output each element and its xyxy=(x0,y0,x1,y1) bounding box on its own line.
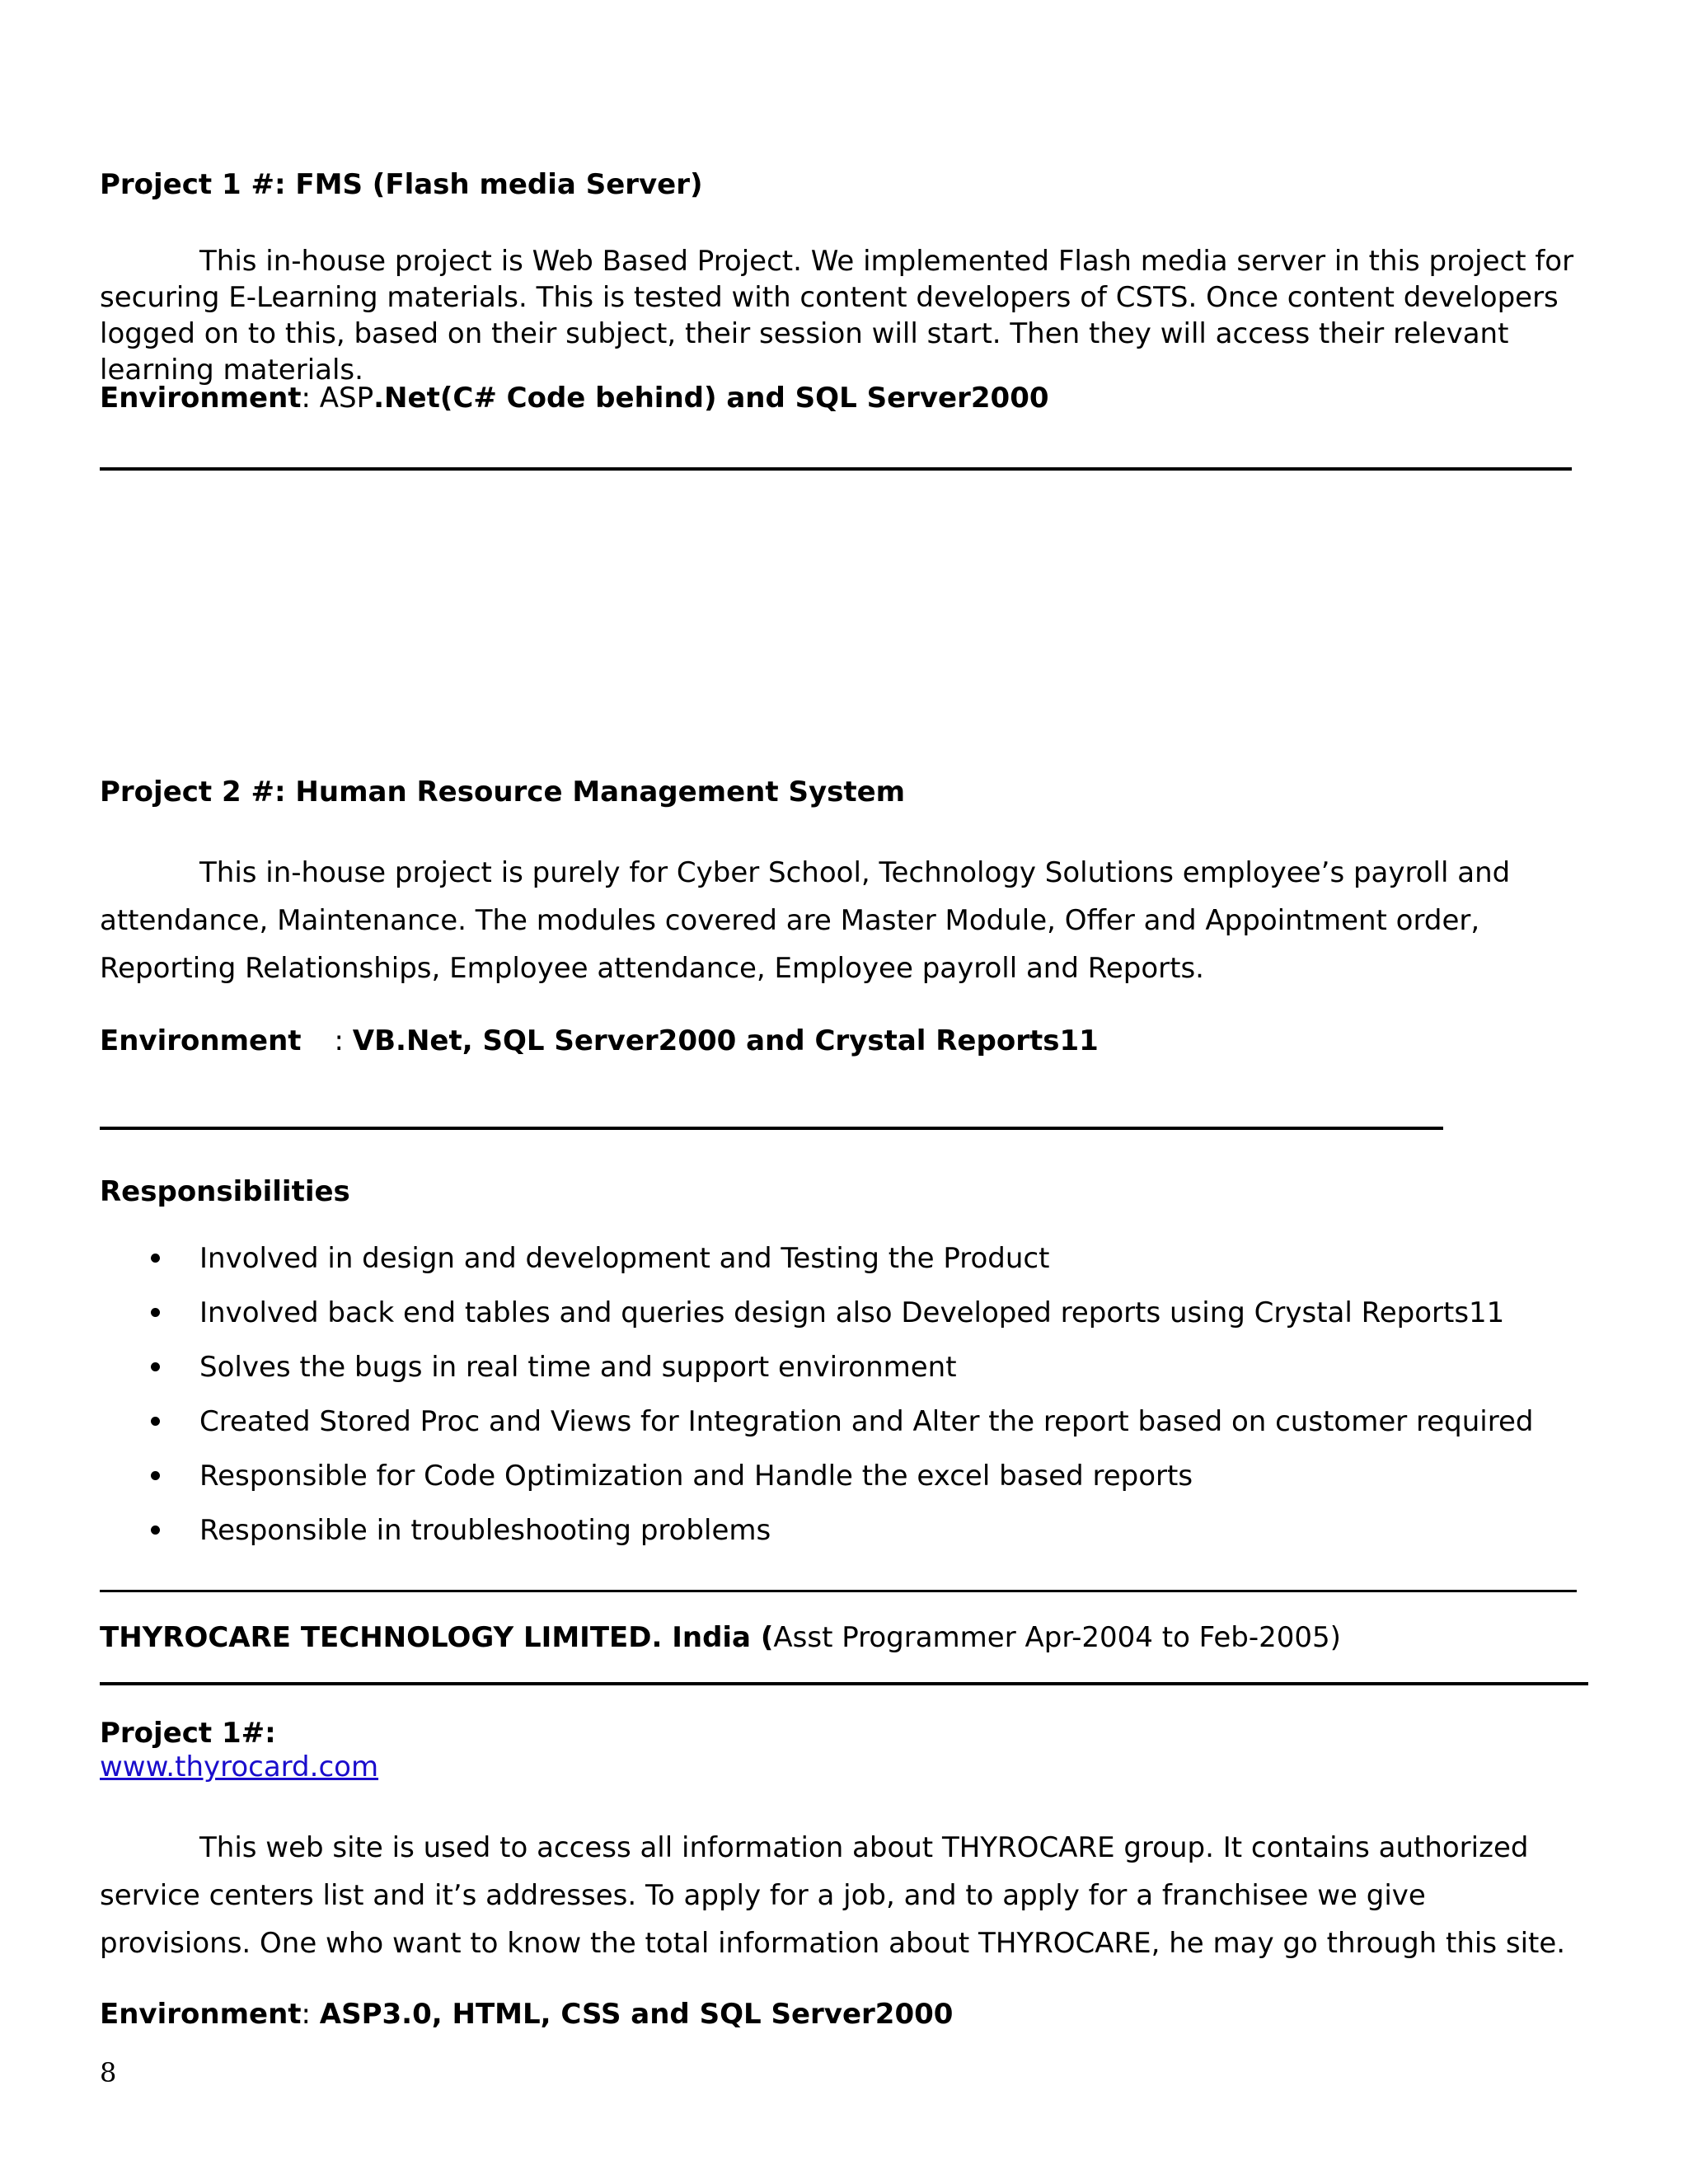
bullet-icon xyxy=(151,1362,160,1371)
list-item: Responsible in troubleshooting problems xyxy=(144,1503,1534,1558)
list-item: Created Stored Proc and Views for Integration and Alter the report based on customer required xyxy=(144,1394,1534,1449)
company-heading: THYROCARE TECHNOLOGY LIMITED. India (Asst Programmer Apr-2004 to Feb-2005) xyxy=(100,1621,1341,1654)
bullet-icon xyxy=(151,1254,160,1263)
list-item: Involved in design and development and Testing the Product xyxy=(144,1231,1534,1286)
website-link[interactable]: www.thyrocard.com xyxy=(100,1750,379,1783)
project-thyrocare-environment: Environment: ASP3.0, HTML, CSS and SQL Server2000 xyxy=(100,1998,954,2031)
bullet-icon xyxy=(151,1308,160,1317)
bullet-icon xyxy=(151,1471,160,1480)
page-number: 8 xyxy=(100,2057,117,2088)
bullet-icon xyxy=(151,1526,160,1535)
project-1-title: Project 1 #: FMS (Flash media Server) xyxy=(100,168,703,201)
responsibilities-list xyxy=(144,1231,1534,1558)
project-thyrocare-title: Project 1#: xyxy=(100,1717,276,1750)
project-thyrocare-description: This web site is used to access all information about THYROCARE group. It contains authorized service centers list and it’s addresses. To apply for a job, and to apply for a franchisee we give provisions. One who want to know the total information about THYROCARE, he may go through this site. xyxy=(100,1831,1566,1960)
divider xyxy=(100,467,1572,471)
project-1-description: This in-house project is Web Based Project. We implemented Flash media server in this project for securing E-Learning materials. This is tested with content developers of CSTS. Once content developers logged on to this, based on their subject, their session will start. Then they will access their relevant learning materials. xyxy=(100,245,1574,387)
project-2-title: Project 2 #: Human Resource Management System xyxy=(100,776,906,808)
project-2-description: This in-house project is purely for Cyber School, Technology Solutions employee’s payroll and attendance, Maintenance. The modules covered are Master Module, Offer and Appointment order, Reporting Relationships, Employee attendance, Employee payroll and Reports. xyxy=(100,856,1511,985)
list-item: Responsible for Code Optimization and Handle the excel based reports xyxy=(144,1449,1534,1503)
list-item: Involved back end tables and queries design also Developed reports using Crystal Reports11 xyxy=(144,1286,1534,1340)
list-item: Solves the bugs in real time and support environment xyxy=(144,1340,1534,1394)
project-2-environment: Environment : VB.Net, SQL Server2000 and Crystal Reports11 xyxy=(100,1024,1099,1057)
project-1-environment: Environment: ASP.Net(C# Code behind) and SQL Server2000 xyxy=(100,382,1049,415)
divider xyxy=(100,1127,1443,1130)
bullet-icon xyxy=(151,1417,160,1426)
responsibilities-heading: Responsibilities xyxy=(100,1175,350,1208)
divider xyxy=(100,1682,1588,1685)
divider xyxy=(100,1590,1577,1592)
